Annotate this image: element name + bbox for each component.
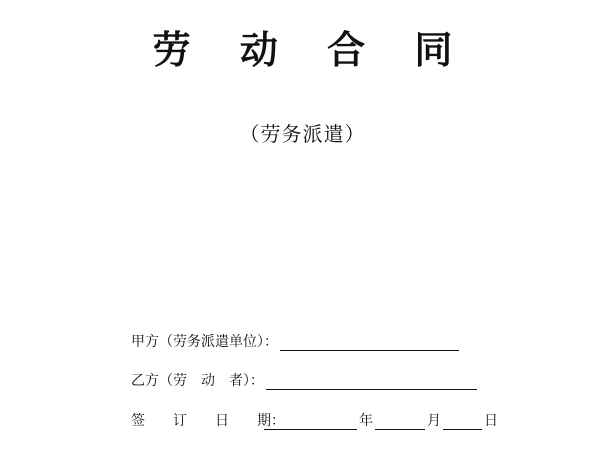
signing-date-row: [131, 408, 498, 430]
party-a-blank[interactable]: [280, 332, 459, 351]
year-label: 年: [359, 413, 373, 429]
day-blank[interactable]: [443, 411, 482, 430]
party-b-label: 乙方（劳 动 者）：: [131, 373, 264, 389]
document-subtitle: （劳务派遣）: [239, 122, 366, 146]
party-a-row: [131, 329, 461, 351]
party-b-blank[interactable]: [266, 371, 477, 390]
day-label: 日: [484, 413, 498, 429]
party-a-label: 甲方（劳务派遣单位）：: [131, 334, 278, 350]
document-title: 劳 动 合 同: [152, 28, 471, 72]
month-label: 月: [427, 413, 441, 429]
party-b-row: [131, 368, 479, 390]
month-blank[interactable]: [375, 411, 425, 430]
signing-date-label: 签 订 日 期：: [131, 413, 285, 429]
year-blank[interactable]: [264, 411, 357, 430]
